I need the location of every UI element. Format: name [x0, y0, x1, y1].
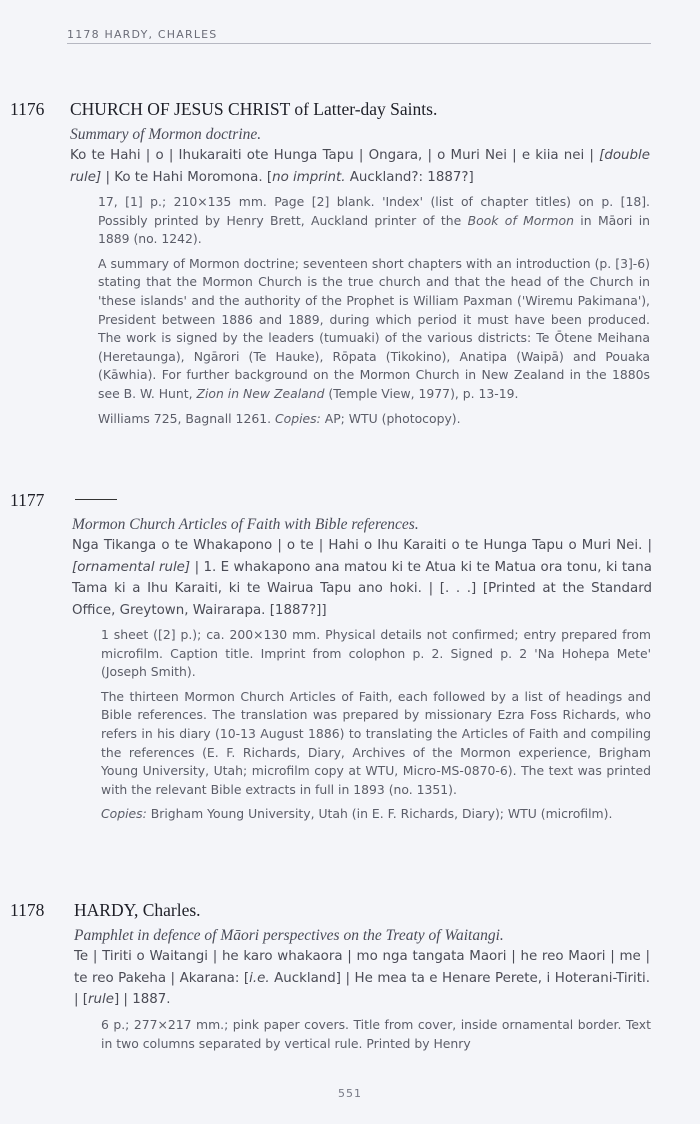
physical-description: 1 sheet ([2] p.); ca. 200×130 mm. Physical details not confirmed; entry prepared from microfilm. Caption title. Imprint from colophon p. 2. Signed p. 2 'Na Hohepa Mete' (Joseph Smith). [101, 627, 651, 680]
physical-description: 6 p.; 277×217 mm.; pink paper covers. Title from cover, inside ornamental border. Text in two columns separated by vertical rule. Printed by Henry [101, 1017, 651, 1051]
entry-number: 1177 [10, 490, 45, 510]
annotation: The thirteen Mormon Church Articles of Faith, each followed by a list of headings and Bible references. The translation was prepared by missionary Ezra Foss Richards, who refers in his diary (10-13 August 1886) to translating the Articles of Faith and compiling the references (E. F. Richards, Diary, Archives of the Mormon experience, Brigham Young University, Utah; microfilm copy at WTU, Micro-MS-0870-6). The text was printed with the relevant Bible extracts in full in 1893 (no. 1351). [101, 688, 651, 797]
physical-description: 17, [1] p.; 210×135 mm. Page [2] blank. 'Index' (list of chapter titles) on p. [18]. Possibly printed by Henry Brett, Auckland printer of the Book of Mormon in Māori in 1889 (no. 1242). [98, 194, 650, 247]
entry-body-1176 [70, 124, 650, 188]
entry-author: HARDY, Charles. [74, 900, 201, 920]
entry-number: 1178 [10, 900, 45, 920]
entry-body-1177 [72, 514, 652, 621]
entry-author: CHURCH OF JESUS CHRIST of Latter-day Saints. [70, 99, 438, 119]
entry-title: Summary of Mormon doctrine. [70, 126, 262, 143]
entry-notes-1178 [101, 1016, 651, 1053]
entry-notes-1177 [101, 626, 651, 824]
page-number: 551 [338, 1087, 362, 1100]
entry-number: 1176 [10, 99, 45, 119]
entry-body-1178 [74, 925, 650, 1011]
running-head: 1178 HARDY, CHARLES [67, 28, 651, 44]
entry-title: Mormon Church Articles of Faith with Bible references. [72, 516, 419, 533]
annotation: A summary of Mormon doctrine; seventeen short chapters with an introduction (p. [3]-6) stating that the Mormon Church is the true church and that the head of the Church in 'these islands' and the authority of the Prophet is William Paxman ('Wiremu Pakimana'), President between 1886 and 1889, during which period it must have been produced. The work is signed by the leaders (tumuaki) of the various districts: Te Ōtene Meihana (Heretaunga), Ngārori (Te Hauke), Rōpata (Tikokino), Anatipa (Waipā) and Pouaka (Kāwhia). For further background on the Mormon Church in New Zealand in the 1880s see B. W. Hunt, Zion in New Zealand (Temple View, 1977), p. 13-19. [98, 255, 650, 401]
title-page-transcription: Nga Tikanga o te Whakapono | o te | Hahi o Ihu Karaiti o te Hunga Tapu o Muri Nei. | [ornamental rule] | 1. E whakapono ana matou ki te Atua ki te Matua ora tonu, ki tana Tama ki a Ihu Karaiti, ki te Wairua Tapu ano hoki. | [. . .] [Printed at the Standard Office, Greytown, Wairarapa. [1887?]] [72, 538, 652, 618]
title-page-transcription: Te | Tiriti o Waitangi | he karo whakaora | mo nga tangata Maori | he reo Maori | me | te reo Pakeha | Akarana: [i.e. Auckland] | He mea ta e Henare Perete, i Hoterani-Tiriti. | [rule] | 1887. [74, 949, 650, 1007]
entry-title: Pamphlet in defence of Māori perspectives on the Treaty of Waitangi. [74, 927, 504, 944]
entry-notes-1176 [98, 193, 650, 428]
title-page-transcription: Ko te Hahi | o | Ihukaraiti ote Hunga Tapu | Ongara, | o Muri Nei | e kiia nei | [double rule] | Ko te Hahi Moromona. [no imprint. Auckland?: 1887?] [70, 148, 650, 185]
references-copies: Williams 725, Bagnall 1261. Copies: AP; WTU (photocopy). [98, 410, 461, 426]
ditto-rule [75, 499, 117, 500]
copies: Copies: Brigham Young University, Utah (in E. F. Richards, Diary); WTU (microfilm). [101, 806, 613, 822]
